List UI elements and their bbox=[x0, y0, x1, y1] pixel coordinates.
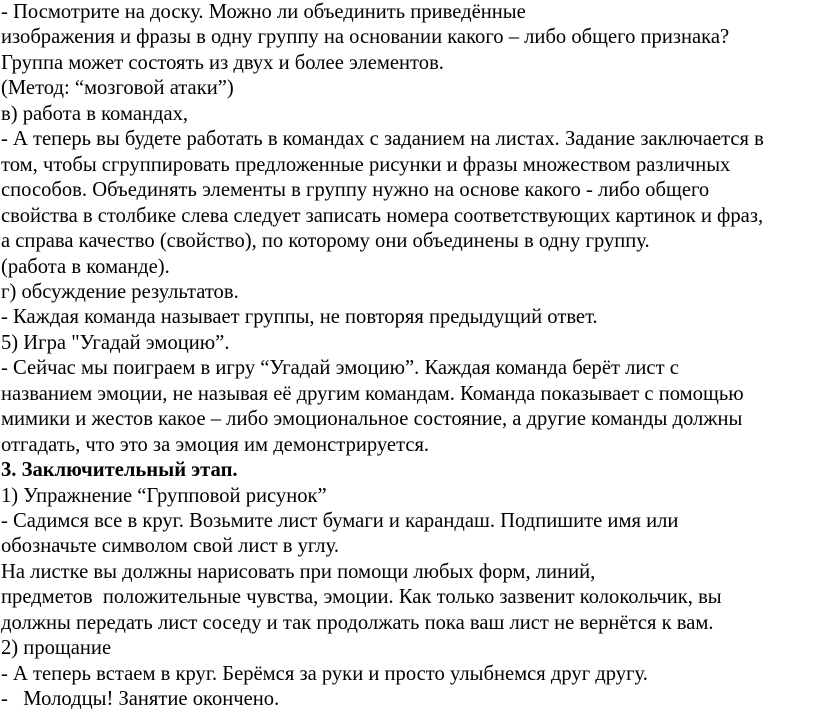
text-line: 2) прощание bbox=[1, 637, 112, 660]
text-line: обозначьте символом свой лист в углу. bbox=[1, 535, 339, 558]
text-line: предметов положительные чувства, эмоции. Как только зазвенит колокольчик, вы bbox=[1, 586, 722, 609]
text-line: должны передать лист соседу и так продолжать пока ваш лист не вернётся к вам. bbox=[1, 611, 714, 634]
text-line: 1) Упражнение “Групповой рисунок” bbox=[1, 484, 327, 507]
text-line: Группа может состоять из двух и более элементов. bbox=[1, 51, 444, 74]
text-line: отгадать, что это за эмоция им демонстрируется. bbox=[1, 433, 430, 456]
text-line: том, чтобы сгруппировать предложенные рисунки и фразы множеством различных bbox=[1, 153, 731, 176]
text-line: свойства в столбике слева следует записать номера соответствующих картинок и фраз, bbox=[1, 204, 764, 227]
text-line: - Посмотрите на доску. Можно ли объединить приведённые bbox=[1, 1, 526, 23]
text-line: - А теперь вы будете работать в командах с заданием на листах. Задание заключается в bbox=[1, 128, 764, 151]
text-line: - А теперь встаем в круг. Берёмся за руки и просто улыбнемся друг другу. bbox=[1, 662, 648, 685]
section-heading: 3. Заключительный этап. bbox=[1, 459, 238, 482]
text-line: в) работа в командах, bbox=[1, 102, 189, 125]
text-line: - Молодцы! Занятие окончено. bbox=[1, 688, 280, 711]
text-line: изображения и фразы в одну группу на основании какого – либо общего признака? bbox=[1, 26, 730, 49]
text-line: - Каждая команда называет группы, не повторяя предыдущий ответ. bbox=[1, 306, 598, 329]
text-line: способов. Объединять элементы в группу нужно на основе какого - либо общего bbox=[1, 179, 710, 202]
text-line: а справа качество (свойство), по которому они объединены в одну группу. bbox=[1, 230, 650, 253]
text-line: г) обсуждение результатов. bbox=[1, 280, 239, 303]
text-line: (работа в команде). bbox=[1, 255, 170, 278]
text-line: мимики и жестов какое – либо эмоциональное состояние, а другие команды должны bbox=[1, 408, 743, 431]
text-line: названием эмоции, не называя её другим командам. Команда показывает с помощью bbox=[1, 382, 744, 405]
text-line: - Сейчас мы поиграем в игру “Угадай эмоцию”. Каждая команда берёт лист с bbox=[1, 357, 679, 380]
text-line: 5) Игра "Угадай эмоцию”. bbox=[1, 331, 230, 354]
text-line: - Садимся все в круг. Возьмите лист бумаги и карандаш. Подпишите имя или bbox=[1, 510, 679, 532]
text-line: На листке вы должны нарисовать при помощи любых форм, линий, bbox=[1, 560, 596, 583]
text-line: (Метод: “мозговой атаки”) bbox=[1, 77, 234, 100]
